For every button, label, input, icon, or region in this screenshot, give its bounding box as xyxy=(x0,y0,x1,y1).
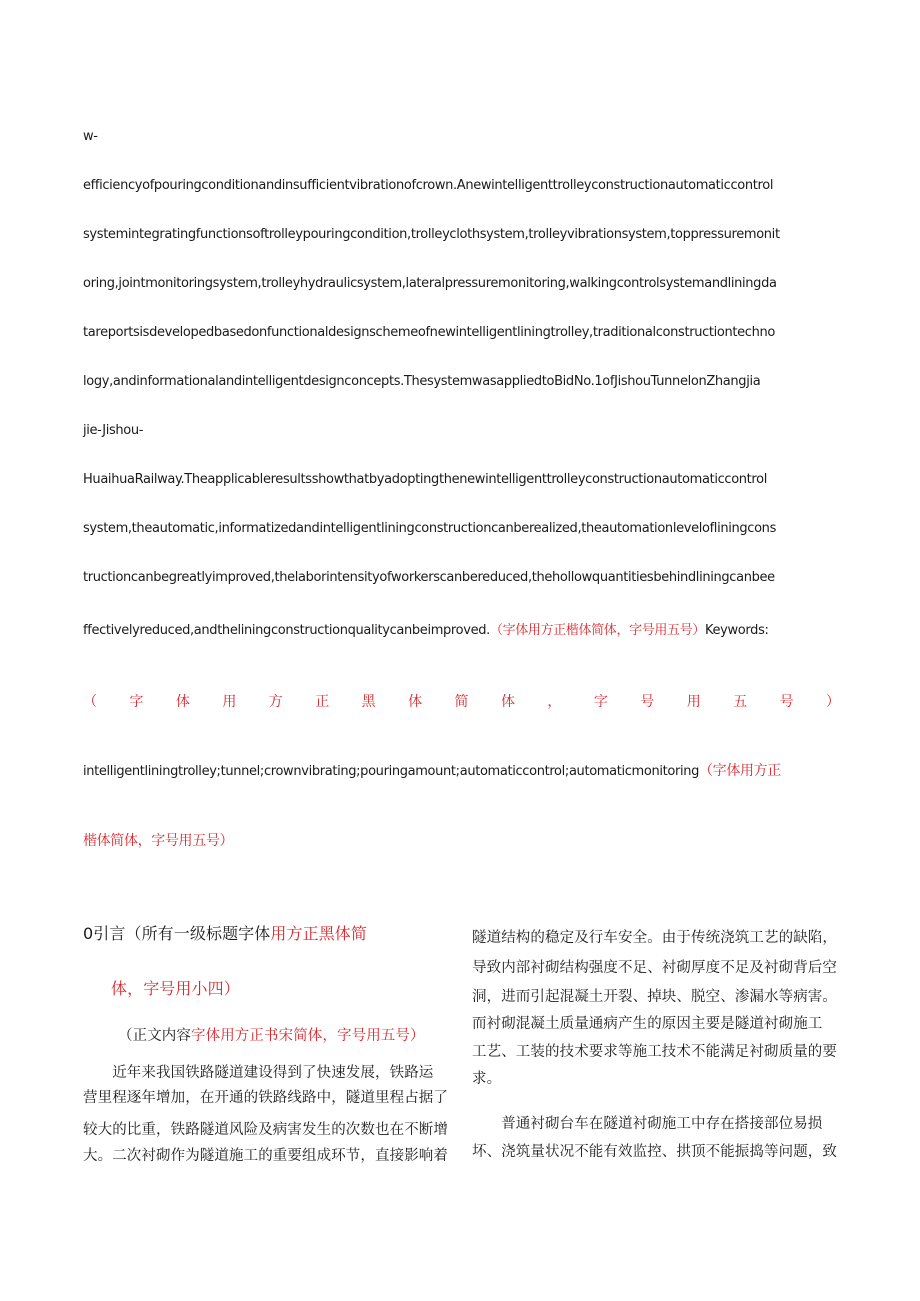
keywords-font-note xyxy=(83,692,840,712)
note-char: 正 xyxy=(315,694,330,710)
body-line: 大。二次衬砌作为隧道施工的重要组成环节，直接影响着 xyxy=(83,1148,448,1164)
heading-note-line2: 体，字号用小四） xyxy=(111,979,240,998)
note-char: 字 xyxy=(593,694,608,710)
keywords-note: （字体用方正 xyxy=(699,763,781,779)
body-line: 隧道结构的稳定及行车安全。由于传统浇筑工艺的缺陷， xyxy=(472,930,837,946)
note-char: 五 xyxy=(733,694,748,710)
keywords-note-line2: 楷体简体，字号用五号） xyxy=(83,833,234,849)
body-font-note xyxy=(118,1025,425,1047)
abstract-line: oring,jointmonitoringsystem,trolleyhydraulicsystem,lateralpressuremonitoring,walkingcontrolsystemandliningda xyxy=(83,276,777,291)
heading-note: 用方正黑体简 xyxy=(270,924,367,943)
note-char: 黑 xyxy=(361,694,376,710)
abstract-line: logy,andinformationalandintelligentdesignconcepts.ThesystemwasappliedtoBidNo.1ofJishouTunnelonZhangjia xyxy=(83,374,761,389)
abstract-line: efficiencyofpouringconditionandinsufficientvibrationofcrown.Anewintelligenttrolleyconstructionautomaticcontrol xyxy=(83,178,774,193)
body-line: 求。 xyxy=(472,1071,502,1087)
keywords-label: Keywords: xyxy=(705,623,769,638)
note-char: 用 xyxy=(686,694,701,710)
body-line: 较大的比重，铁路隧道风险及病害发生的次数也在不断增 xyxy=(83,1122,448,1138)
note-char: 号 xyxy=(640,694,655,710)
note-char: 字 xyxy=(129,694,144,710)
note-char: 方 xyxy=(268,694,283,710)
abstract-line: tareportsisdevelopedbasedonfunctionaldesignschemeofnewintelligentliningtrolley,traditionalconstructiontechno xyxy=(83,325,775,340)
font-note: （字体用方正楷体简体，字号用五号） xyxy=(489,623,705,638)
abstract-line: systemintegratingfunctionsoftrolleypouringcondition,trolleyclothsystem,trolleyvibrationsystem,toppressuremonit xyxy=(83,227,780,242)
abstract-last-line xyxy=(83,622,769,640)
body-line: 导致内部衬砌结构强度不足、衬砌厚度不足及衬砌背后空 xyxy=(472,960,837,976)
body-line: 坏、浇筑量状况不能有效监控、拱顶不能振捣等问题，致 xyxy=(472,1144,837,1160)
body-line: 洞，进而引起混凝土开裂、掉块、脱空、渗漏水等病害。 xyxy=(472,989,837,1005)
note-char: ， xyxy=(547,694,562,710)
body-line: 普通衬砌台车在隧道衬砌施工中存在搭接部位易损 xyxy=(472,1116,823,1132)
body-line: 而衬砌混凝土质量通病产生的原因主要是隧道衬砌施工 xyxy=(472,1016,823,1032)
abstract-line: w- xyxy=(83,129,98,144)
note-char: 体 xyxy=(500,694,515,710)
body-note-red: 字体用方正书宋简体，字号用五号） xyxy=(191,1028,425,1044)
body-line: 营里程逐年增加，在开通的铁路线路中，隧道里程占据了 xyxy=(83,1090,448,1106)
heading-text: 0引言（所有一级标题字体 xyxy=(83,924,271,943)
body-note-text: （正文内容 xyxy=(118,1028,191,1044)
note-char: 简 xyxy=(454,694,469,710)
abstract-line: tructioncanbegreatlyimproved,thelaborintensityofworkerscanbereduced,thehollowquantitiesbehindliningcanbee xyxy=(83,570,775,585)
abstract-line: system,theautomatic,informatizedandintelligentliningconstructioncanberealized,theautomationlevelofliningcons xyxy=(83,521,776,536)
note-char: 号 xyxy=(779,694,794,710)
note-char: ） xyxy=(826,694,840,710)
body-line: 近年来我国铁路隧道建设得到了快速发展，铁路运 xyxy=(83,1065,434,1081)
section-heading xyxy=(83,923,367,945)
body-line: 工艺、工装的技术要求等施工技术不能满足衬砌质量的要 xyxy=(472,1044,837,1060)
abstract-line: HuaihuaRailway.Theapplicableresultsshowthatbyadoptingthenewintelligenttrolleyconstructionautomaticcontrol xyxy=(83,472,768,487)
keywords-line xyxy=(83,762,781,781)
abstract-line: ffectivelyreduced,andtheliningconstructionqualitycanbeimproved. xyxy=(83,623,490,638)
note-char: 体 xyxy=(408,694,423,710)
abstract-line: jie-Jishou- xyxy=(83,423,144,438)
keywords-text: intelligentliningtrolley;tunnel;crownvibrating;pouringamount;automaticcontrol;automaticmonitoring xyxy=(83,764,700,779)
note-char: 用 xyxy=(222,694,237,710)
note-char: 体 xyxy=(175,694,190,710)
note-char: （ xyxy=(83,694,97,710)
